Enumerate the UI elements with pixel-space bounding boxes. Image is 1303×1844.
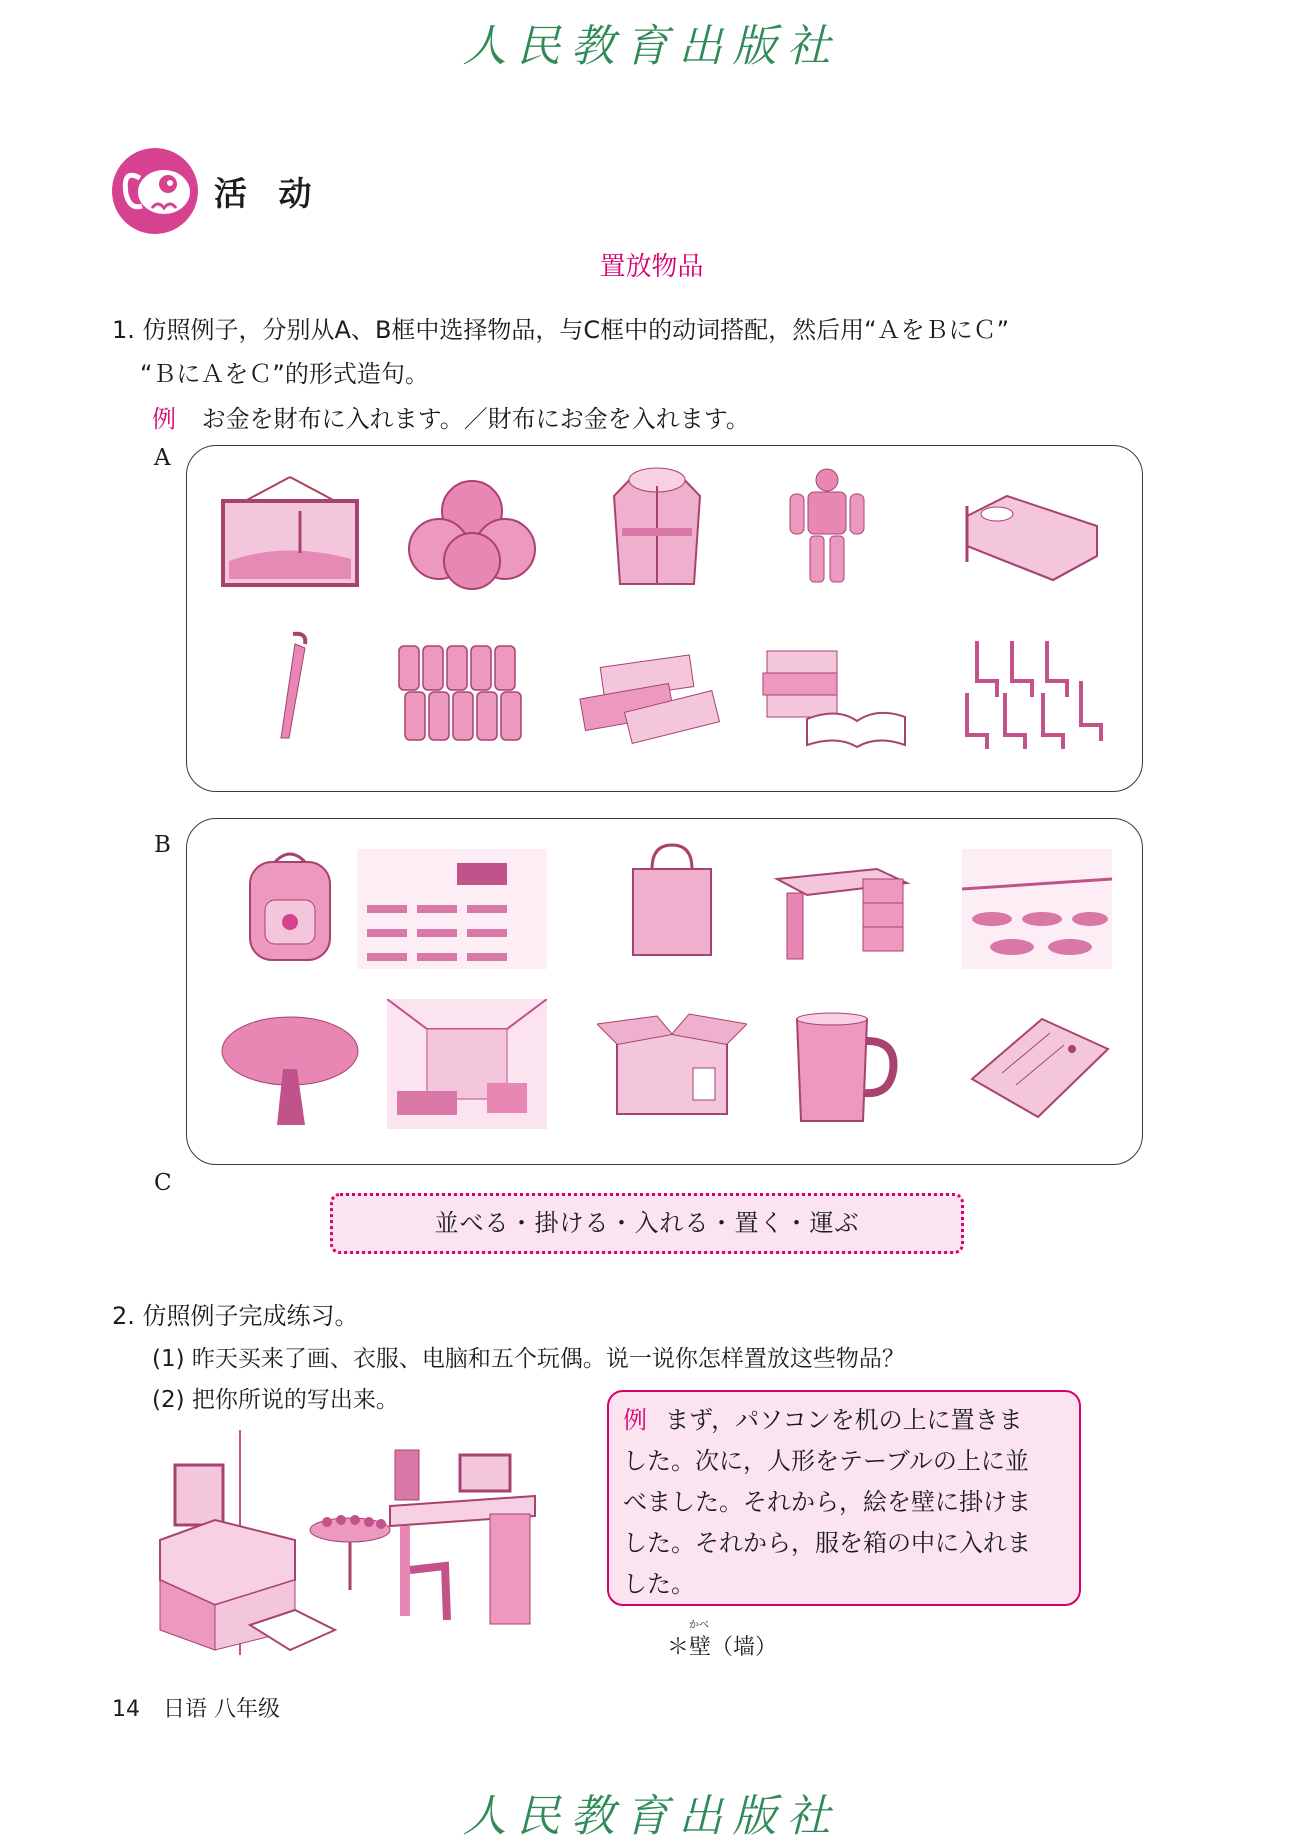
example-line-4: した。それから，服を箱の中に入れま [623, 1529, 1031, 1557]
apples-icon [397, 471, 547, 591]
cafeteria-icon [962, 849, 1112, 969]
living-room-icon [387, 999, 547, 1129]
vocab-word: 壁 [689, 1635, 712, 1660]
vocab-reading: かべ [689, 1620, 710, 1631]
tree-icon [215, 1009, 365, 1129]
task2-title: 2. 仿照例子完成练习。 [112, 1302, 359, 1330]
vocab-note [667, 1620, 778, 1661]
example-line-2: した。次に，人形をテーブルの上に並 [623, 1447, 1029, 1475]
room-illustration [155, 1430, 555, 1655]
example-line-5: した。 [623, 1570, 695, 1598]
robot-toy-icon [752, 466, 902, 586]
box-b-label: B [154, 832, 171, 858]
bed-icon [957, 476, 1107, 596]
task1-example [152, 399, 750, 434]
framed-painting-icon [215, 471, 365, 591]
classroom-icon [357, 849, 547, 969]
verb-box: 並べる・掛ける・入れる・置く・運ぶ [330, 1193, 964, 1254]
example-mark: 例 [623, 1406, 647, 1434]
page-number: 14 [112, 1697, 140, 1722]
cardboard-box-icon [597, 1004, 747, 1124]
umbrella-icon [215, 626, 365, 746]
box-b-panel [186, 818, 1143, 1165]
coat-icon [582, 466, 732, 586]
box-a-panel [186, 445, 1143, 792]
mug-icon [767, 1009, 917, 1129]
publisher-footer: 人民教育出版社 [462, 1791, 841, 1842]
shopping-bag-icon [597, 839, 747, 959]
banknotes-icon [572, 641, 722, 761]
task1-line1: 1. 仿照例子，分别从A、B框中选择物品，与C框中的动词搭配，然后用“ＡをＢにＣ” [112, 316, 1010, 344]
desk-icon [767, 849, 917, 969]
activity-title: 活 动 [214, 174, 322, 213]
page-footer [112, 1692, 280, 1723]
task2-question-1: (1) 昨天买来了画、衣服、电脑和五个玩偶。说一说你怎样置放这些物品？ [152, 1346, 905, 1372]
wallet-icon [962, 1009, 1112, 1129]
example-answer-box [607, 1390, 1081, 1606]
task2-question-2: (2) 把你所说的写出来。 [152, 1387, 399, 1413]
backpack-icon [215, 844, 365, 964]
example-sentence: お金を財布に入れます。／財布にお金を入れます。 [201, 405, 750, 433]
book-title: 日语 八年级 [163, 1697, 280, 1722]
example-line-3: べました。それから，絵を壁に掛けま [623, 1488, 1031, 1516]
fish-icon [112, 148, 198, 234]
task1-line2: “ＢにＡをＣ”的形式造句。 [140, 360, 429, 388]
chairs-icon [957, 631, 1107, 751]
publisher-header: 人民教育出版社 [462, 21, 841, 72]
example-line-1: 例 まず，パソコンを机の上に置きま [623, 1406, 1023, 1434]
water-bottles-icon [387, 626, 537, 746]
vocab-gloss: （墙） [711, 1635, 778, 1660]
vocab-star: ＊ [667, 1635, 690, 1660]
section-title: 置放物品 [599, 252, 704, 282]
box-a-label: A [154, 445, 171, 471]
box-c-label: C [154, 1170, 172, 1196]
books-icon [757, 631, 907, 751]
example-mark: 例 [152, 405, 176, 433]
